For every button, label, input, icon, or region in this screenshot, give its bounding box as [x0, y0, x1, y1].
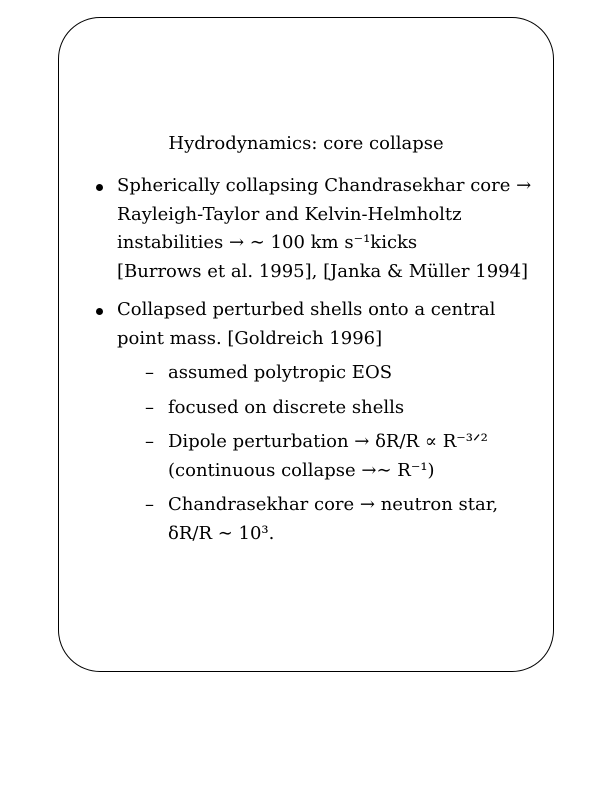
- bullet-1-line-1: Spherically collapsing Chandrasekhar core →: [117, 175, 532, 196]
- slide-title: Hydrodynamics: core collapse: [168, 133, 444, 154]
- bullet-1-line-3: instabilities → ∼ 100 km s⁻¹kicks: [117, 232, 418, 253]
- sub-item-1-line-1: assumed polytropic EOS: [168, 362, 393, 383]
- sub-item-4-line-1: Chandrasekhar core → neutron star,: [168, 494, 499, 515]
- dash-marker: –: [145, 494, 154, 515]
- sub-item-4-line-2: δR/R ∼ 10³.: [168, 522, 275, 544]
- sub-item-polytropic: [117, 359, 514, 388]
- bullet-dot-icon: [96, 184, 103, 191]
- bullet-2-line-2: point mass. [Goldreich 1996]: [117, 327, 383, 349]
- bullet-dot-icon: [96, 308, 103, 315]
- bullet-1-line-4: [Burrows et al. 1995], [Janka & Müller 1994]: [117, 260, 529, 282]
- dash-marker: –: [145, 431, 154, 452]
- sub-item-2-line-1: focused on discrete shells: [168, 396, 405, 418]
- dash-marker: –: [145, 396, 154, 418]
- bullet-item-1: [94, 172, 532, 286]
- bullet-item-2: [94, 296, 514, 548]
- sub-item-discrete-shells: [117, 394, 514, 423]
- sub-item-3-line-2: (continuous collapse →∼ R⁻¹): [168, 459, 435, 481]
- sub-item-neutron-star: [117, 491, 514, 548]
- sub-item-dipole: [117, 428, 514, 485]
- bullet-1-line-2: Rayleigh-Taylor and Kelvin-Helmholtz: [117, 203, 462, 225]
- slide-content: [94, 172, 532, 558]
- bullet-2-line-1: Collapsed perturbed shells onto a central: [117, 299, 496, 320]
- dash-marker: –: [145, 362, 154, 383]
- sub-item-3-line-1: Dipole perturbation → δR/R ∝ R⁻³ᐟ²: [168, 431, 488, 452]
